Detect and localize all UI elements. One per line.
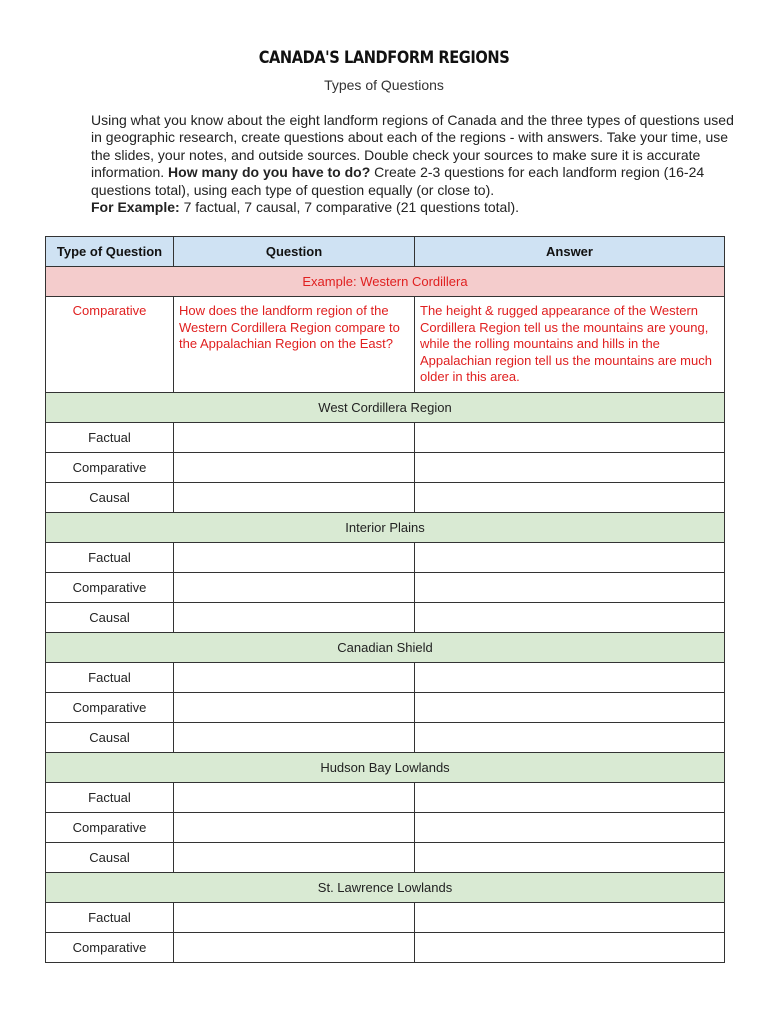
question-type: Comparative [46, 572, 174, 602]
answer-cell[interactable] [415, 932, 725, 962]
question-cell[interactable] [174, 602, 415, 632]
question-type: Comparative [46, 692, 174, 722]
region-header-row [46, 392, 725, 422]
table-row [46, 572, 725, 602]
example-header-row [46, 267, 725, 297]
header-type-of-question: Type of Question [46, 237, 174, 267]
table-row [46, 692, 725, 722]
table-row [46, 662, 725, 692]
table-row [46, 452, 725, 482]
region-header-row [46, 632, 725, 662]
answer-cell[interactable] [415, 812, 725, 842]
region-name: Interior Plains [46, 512, 725, 542]
table-row [46, 902, 725, 932]
instructions-text-2: Create 2-3 questions for each landform region (16-24 questions total), using each type of question equally (or close to). [91, 164, 705, 198]
question-cell[interactable] [174, 722, 415, 752]
question-type: Causal [46, 602, 174, 632]
question-type: Causal [46, 482, 174, 512]
question-cell[interactable] [174, 572, 415, 602]
table-row [46, 722, 725, 752]
answer-cell[interactable] [415, 602, 725, 632]
region-name: West Cordillera Region [46, 392, 725, 422]
answer-cell[interactable] [415, 452, 725, 482]
how-many-label: How many do you have to do? [168, 164, 371, 181]
region-header-row [46, 872, 725, 902]
region-name: St. Lawrence Lowlands [46, 872, 725, 902]
question-cell[interactable] [174, 482, 415, 512]
table-row [46, 932, 725, 962]
questions-table [45, 236, 725, 963]
example-label: Example: Western Cordillera [46, 267, 725, 297]
question-type: Factual [46, 422, 174, 452]
instructions-text-1: Using what you know about the eight landform regions of Canada and the three types of questions used in geographic research, create questions about each of the regions - with answers. Take your time, use the slides, your notes, and outside sources. Double check your sources to make sure it is accurate information. [91, 112, 734, 181]
question-cell[interactable] [174, 812, 415, 842]
answer-cell[interactable] [415, 692, 725, 722]
table-row [46, 542, 725, 572]
for-example-line [45, 199, 735, 216]
page-title: CANADA'S LANDFORM REGIONS [258, 48, 510, 68]
table-row [46, 782, 725, 812]
example-row [46, 297, 725, 393]
region-header-row [46, 512, 725, 542]
table-row [46, 482, 725, 512]
answer-cell[interactable] [415, 572, 725, 602]
answer-cell[interactable] [415, 422, 725, 452]
instructions-paragraph [45, 112, 735, 199]
for-example-text: 7 factual, 7 causal, 7 comparative (21 questions total). [183, 199, 519, 216]
question-type: Causal [46, 842, 174, 872]
page-subtitle: Types of Questions [324, 77, 444, 93]
question-type: Factual [46, 782, 174, 812]
example-question: How does the landform region of the Western Cordillera Region compare to the Appalachian Region on the East? [174, 297, 415, 393]
question-type: Factual [46, 902, 174, 932]
table-row [46, 602, 725, 632]
table-row [46, 842, 725, 872]
region-header-row [46, 752, 725, 782]
instructions [45, 112, 735, 216]
table-header-row [46, 237, 725, 267]
question-cell[interactable] [174, 842, 415, 872]
answer-cell[interactable] [415, 902, 725, 932]
header-question: Question [174, 237, 415, 267]
for-example-label: For Example: [91, 199, 180, 216]
question-cell[interactable] [174, 542, 415, 572]
region-name: Canadian Shield [46, 632, 725, 662]
question-type: Factual [46, 662, 174, 692]
region-name: Hudson Bay Lowlands [46, 752, 725, 782]
question-cell[interactable] [174, 422, 415, 452]
answer-cell[interactable] [415, 662, 725, 692]
table-body [46, 267, 725, 963]
question-cell[interactable] [174, 452, 415, 482]
answer-cell[interactable] [415, 722, 725, 752]
question-type: Comparative [46, 452, 174, 482]
question-cell[interactable] [174, 662, 415, 692]
answer-cell[interactable] [415, 542, 725, 572]
question-cell[interactable] [174, 902, 415, 932]
table-row [46, 422, 725, 452]
question-type: Causal [46, 722, 174, 752]
question-cell[interactable] [174, 692, 415, 722]
header-answer: Answer [415, 237, 725, 267]
example-type: Comparative [46, 297, 174, 393]
answer-cell[interactable] [415, 482, 725, 512]
question-cell[interactable] [174, 782, 415, 812]
question-type: Comparative [46, 812, 174, 842]
question-type: Factual [46, 542, 174, 572]
table-row [46, 812, 725, 842]
question-type: Comparative [46, 932, 174, 962]
answer-cell[interactable] [415, 842, 725, 872]
example-answer: The height & rugged appearance of the Western Cordillera Region tell us the mountains are young, while the rolling mountains and hills in the Appalachian region tell us the mountains are much older in this area. [415, 297, 725, 393]
answer-cell[interactable] [415, 782, 725, 812]
question-cell[interactable] [174, 932, 415, 962]
